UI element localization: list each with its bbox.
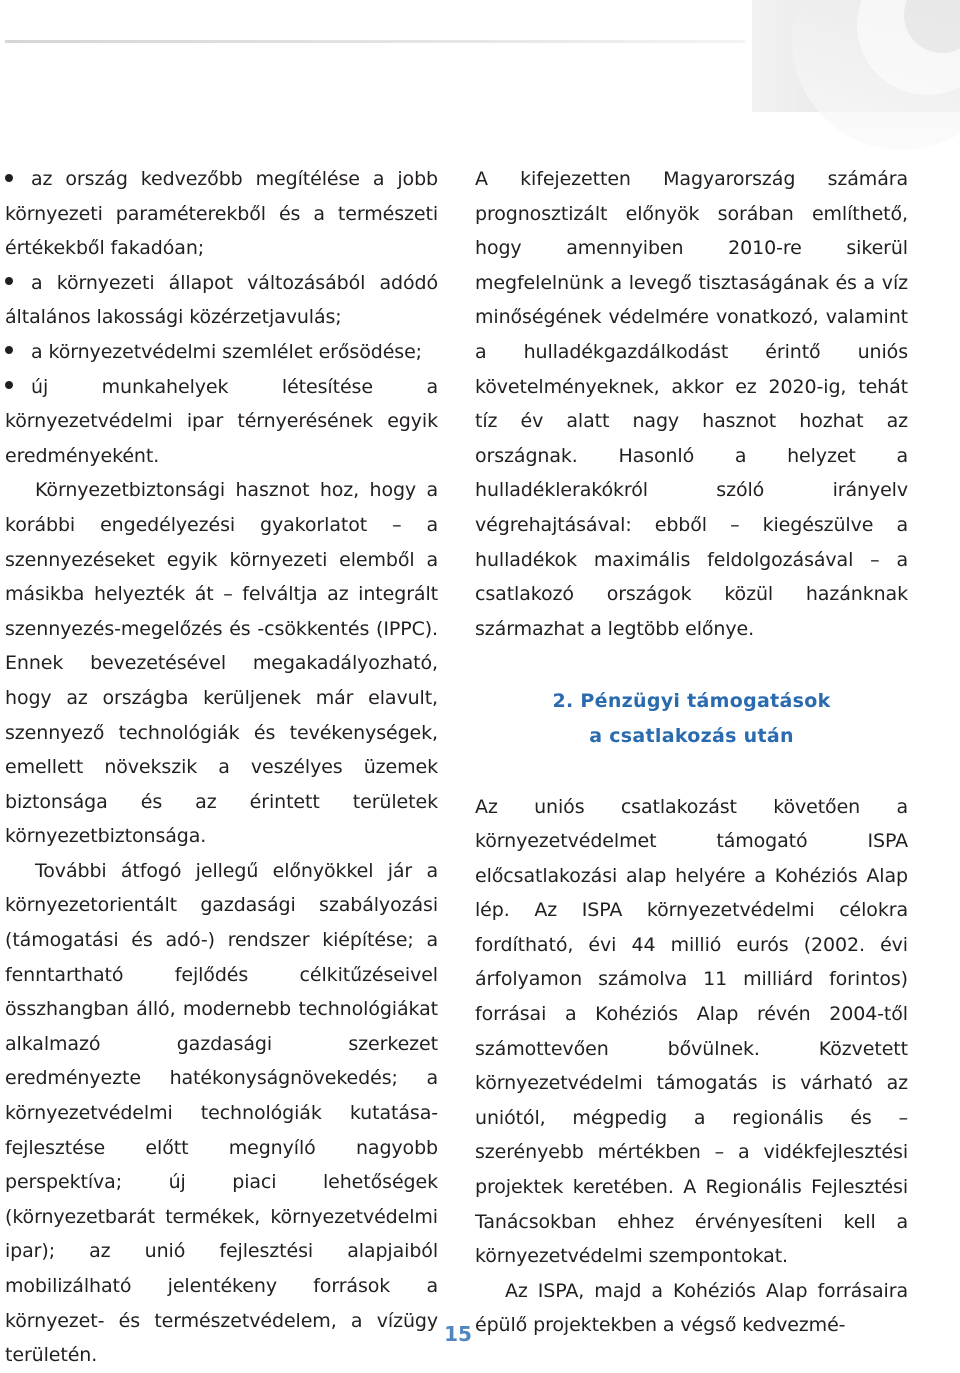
list-item: [5, 335, 438, 370]
right-column: [475, 162, 908, 1343]
body-paragraph: További átfogó jellegű előnyökkel jár a környezetorientált gazdasági szabályozási (támogatási és adó-) rendszer kiépítése; a fenntartható fejlődés célkitűzéseivel összhangban álló, modernebb technológiákat alkalmazó gazdasági szerkezet eredményezte hatékonyságnövekedés; a környezetvédelmi technológiák kutatása-fejlesztése előtt megnyíló nagyobb perspektíva; új piaci lehetőségek (környezetbarát termékek, környezetvédelmi ipar); az unió fejlesztési alapjaiból mobilizálható jelentékeny források a környezet- és természetvédelem, a vízügy területén.: [5, 859, 438, 1367]
corner-ornament-graphic: [752, 0, 960, 112]
list-item: [5, 162, 438, 266]
bullet-text: új munkahelyek létesítése a környezetvédelmi ipar térnyerésének egyik eredményeként.: [5, 375, 438, 467]
list-item: [5, 266, 438, 335]
section-heading-line: a csatlakozás után: [589, 724, 794, 747]
intro-paragraph: A kifejezetten Magyarország számára prognosztizált előnyök sorában említhető, hogy amennyiben 2010-re sikerül megfelelnünk a levegő tisztaságának és a víz minőségének védelmére vonatkozó, valamint a hulladékgazdálkodást érintő uniós követelményeknek, akkor ez 2020-ig, tehát tíz év alatt nagy hasznot hozhat az országnak. Hasonló a helyzet a hulladéklerakókról szóló irányelv végrehajtásával: ebből – kiegészülve a hulladékok maximális feldolgozásával – a csatlakozó országok közül hazánknak származhat a legtöbb előnye.: [475, 168, 908, 640]
body-paragraph: Környezetbiztonsági hasznot hoz, hogy a korábbi engedélyezési gyakorlatot – a szennyezéseket egyik környezeti elemből a másikba helyezték át – felváltja az integrált szennyezés-megelőzés és -csökkentés (IPPC). Ennek bevezetésével megakadályozható, hogy az országba kerüljenek már elavult, szennyező technológiák és tevékenységek, emellett növekszik a veszélyes üzemek biztonsága és az érintett területek környezetbiztonsága.: [5, 479, 438, 848]
bullet-text: az ország kedvezőbb megítélése a jobb környezeti paraméterekből és a természeti értékekből fakadóan;: [5, 168, 438, 260]
header-rule: [5, 40, 745, 43]
left-column: [5, 162, 438, 1373]
body-paragraph: Az ISPA, majd a Kohéziós Alap forrásaira épülő projektekben a végső kedvezmé-: [475, 1279, 908, 1337]
section-heading-line: 2. Pénzügyi támogatások: [552, 690, 831, 713]
corner-ornament-icon: [752, 0, 960, 112]
bullet-icon: [5, 346, 13, 354]
bullet-icon: [5, 277, 13, 285]
bullet-icon: [5, 381, 13, 389]
section-heading: [475, 684, 908, 753]
page-number: 15: [444, 1322, 472, 1346]
bullet-text: a környezeti állapot változásából adódó általános lakossági közérzetjavulás;: [5, 271, 438, 329]
body-paragraph: Az uniós csatlakozást követően a környezetvédelmet támogató ISPA előcsatlakozási alap helyére a Kohéziós Alap lép. Az ISPA környezetvédelmi célokra fordítható, évi 44 millió eurós (2002. évi árfolyamon számolva 11 milliárd forintos) forrásai a Kohéziós Alap révén 2004-től számottevően bővülnek. Közvetett környezetvédelmi támogatás is várható az uniótól, mégpedig a regionális és – szerényebb mértékben – a vidékfejlesztési projektek keretében. A Regionális Fejlesztési Tanácsokban ehhez érvényesíteni kell a környezetvédelmi szempontokat.: [475, 795, 908, 1268]
advantages-bullet-list: [5, 162, 438, 473]
bullet-text: a környezetvédelmi szemlélet erősödése;: [31, 340, 422, 363]
list-item: [5, 370, 438, 474]
bullet-icon: [5, 174, 13, 182]
